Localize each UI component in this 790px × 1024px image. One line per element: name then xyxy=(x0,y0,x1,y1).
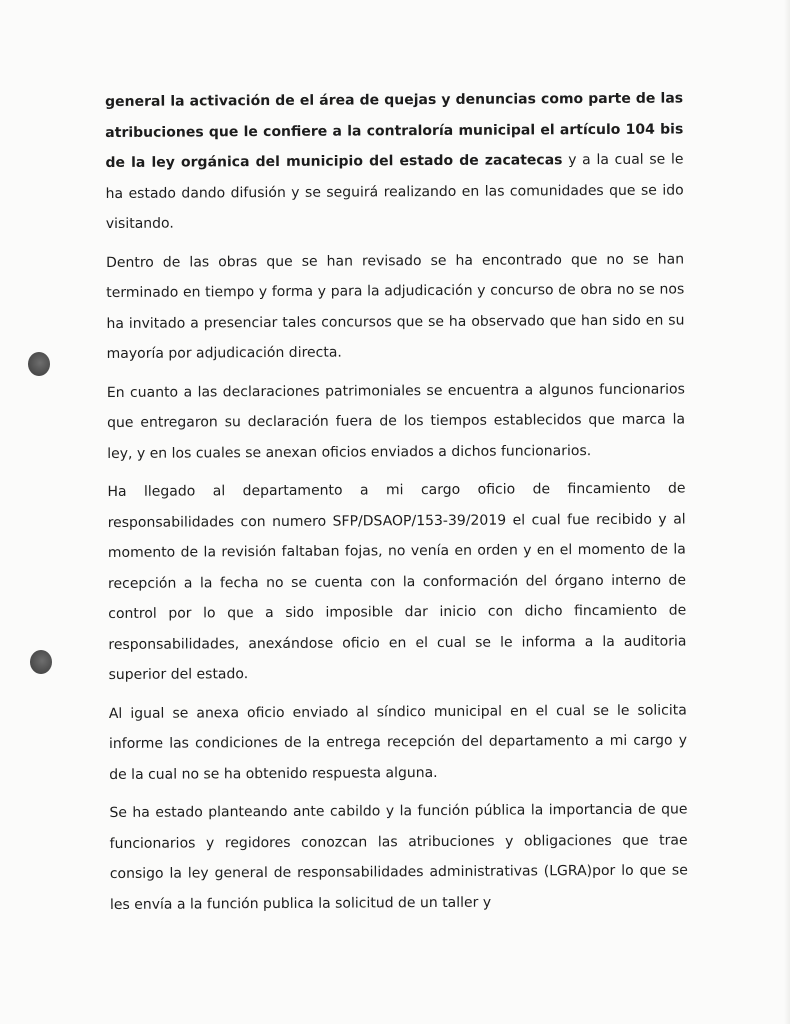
paragraph-responsibility-office: Ha llegado al departamento a mi cargo oficio de fincamiento de responsabilidades con numero SFP/DSAOP/153-39/2019 el cual fue recibido y al momento de la revisión faltaban fojas, no venía en orden y en el momento de la recepción a la fecha no se cuenta con la conformación del órgano interno de control por lo que a sido imposible dar inicio con dicho fincamiento de responsabilidades, anexándose oficio en el cual se le informa a la auditoria superior del estado. xyxy=(107,480,687,683)
bold-legal-reference: general la activación de el área de quejas y denuncias como parte de las atribuciones que le confiere a la contraloría municipal el artículo 104 bis de la ley orgánica del municipio del estado de zacatecas xyxy=(105,90,684,171)
paragraph-lgra-training: Se ha estado planteando ante cabildo y la función pública la importancia de que funcionarios y regidores conozcan las atribuciones y obligaciones que trae consigo la ley general de responsabilidades administrativas (LGRA)por lo que se les envía a la función publica la solicitud de un taller y xyxy=(109,801,688,913)
document-body xyxy=(105,83,688,928)
punch-hole-bottom xyxy=(30,650,52,674)
paragraph-asset-declarations: En cuanto a las declaraciones patrimoniales se encuentra a algunos funcionarios que entregaron su declaración fuera de los tiempos establecidos que marca la ley, y en los cuales se anexan oficios enviados a dichos funcionarios. xyxy=(106,380,686,462)
punch-hole-top xyxy=(28,352,50,376)
paragraph-contraloria-attributions xyxy=(105,83,684,239)
paragraph-public-works: Dentro de las obras que se han revisado se ha encontrado que no se han terminado en tiempo y forma y para la adjudicación y concurso de obra no se nos ha invitado a presenciar tales concursos que se ha observado que han sido en su mayoría por adjudicación directa. xyxy=(106,250,685,362)
paragraph-sindico-office: Al igual se anexa oficio enviado al síndico municipal en el cual se le solicita informe las condiciones de la entrega recepción del departamento a mi cargo y de la cual no se ha obtenido respuesta alguna. xyxy=(108,701,688,783)
paragraph-1-continuation: y a la cual se le ha estado dando difusión y se seguirá realizando en las comunidades que se ido visitando. xyxy=(105,151,684,232)
